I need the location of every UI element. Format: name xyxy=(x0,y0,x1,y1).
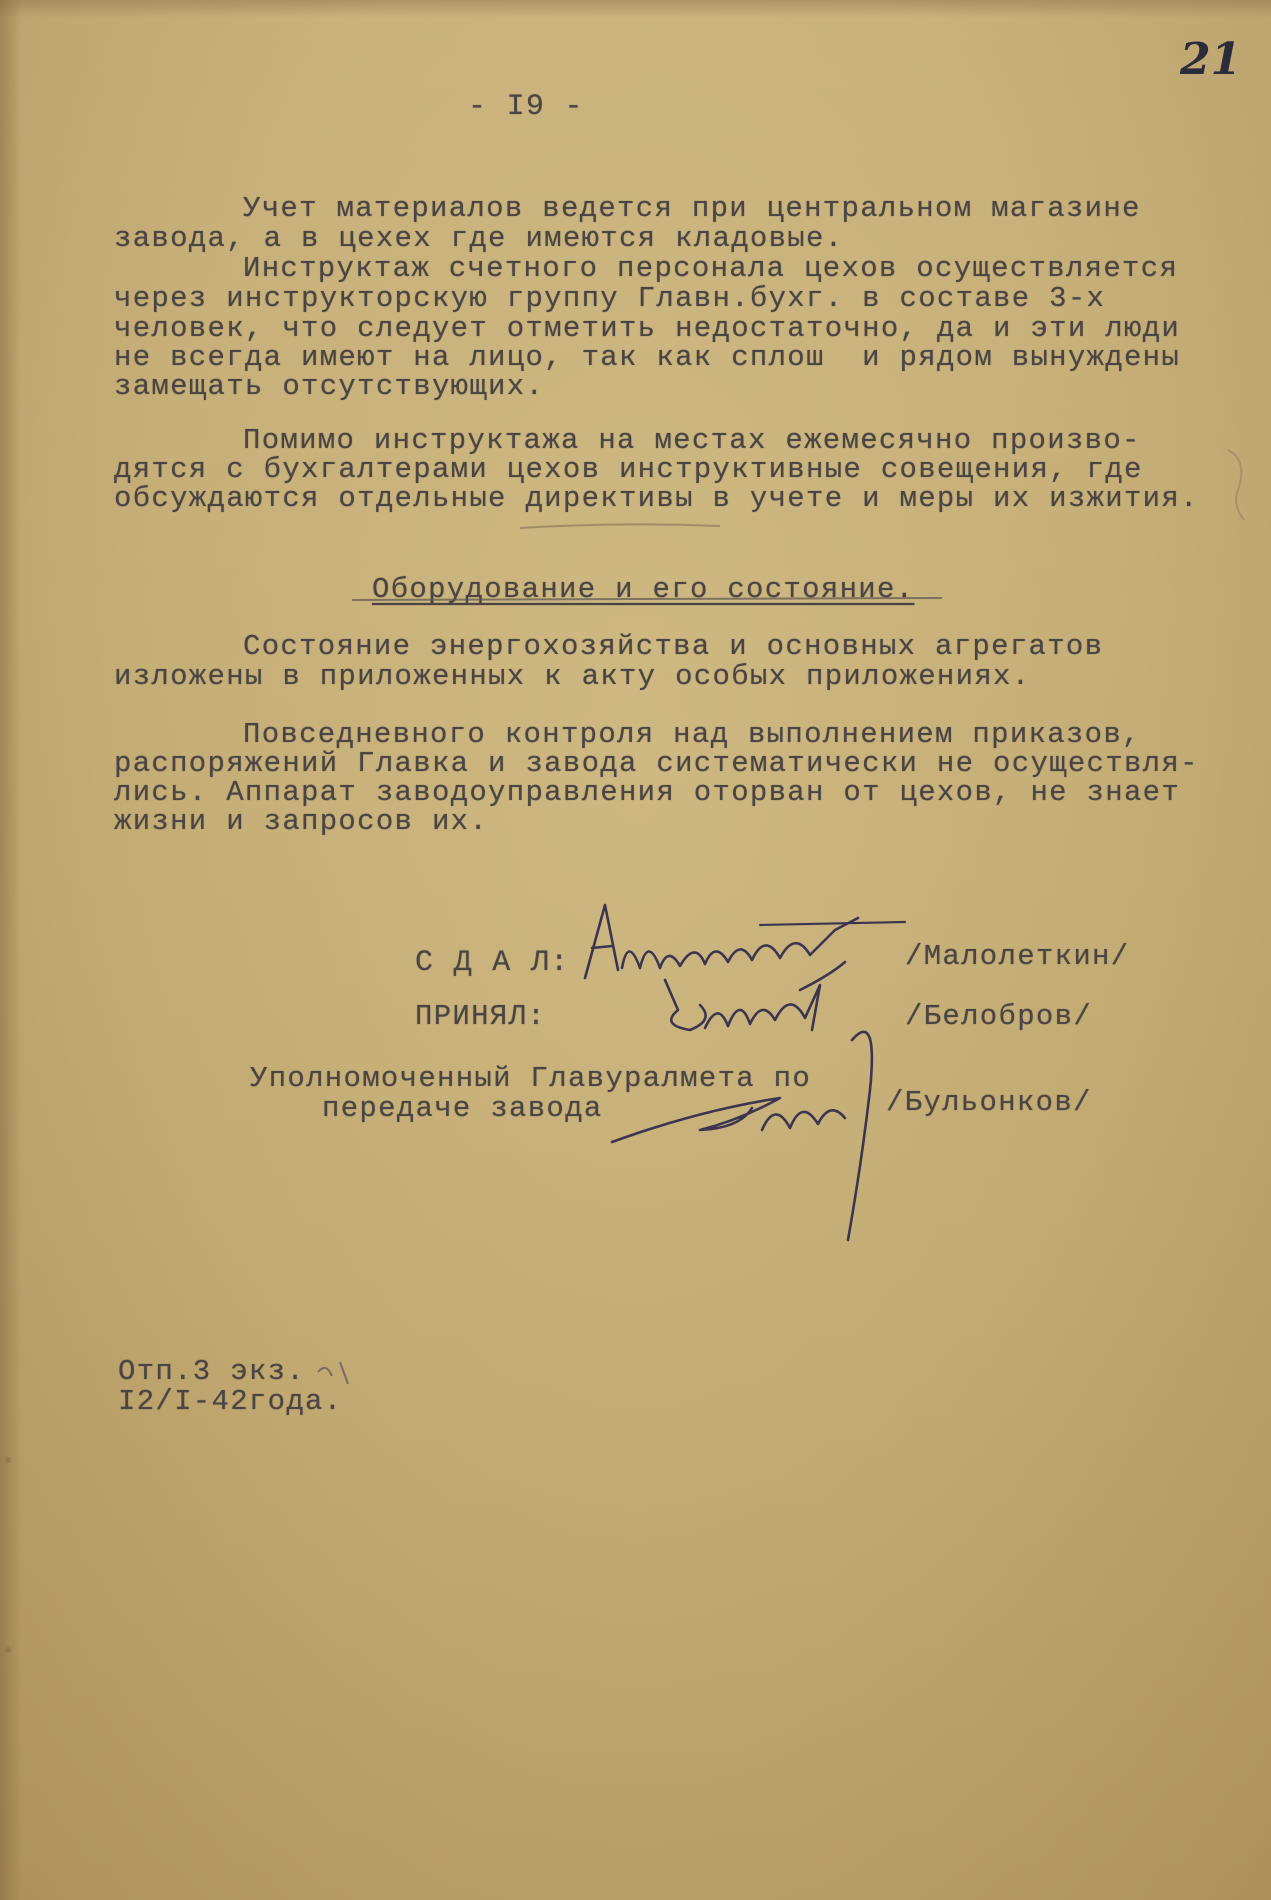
text-line: распоряжений Главка и завода систематически не осуществля- xyxy=(114,747,1199,780)
date-note: I2/I-42года. xyxy=(118,1385,343,1418)
text-line: не всегда имеют на лицо, так как сплош и рядом вынуждены xyxy=(114,341,1181,374)
signature-belobrov xyxy=(665,962,845,1030)
binding-hole xyxy=(5,1457,11,1463)
handed-name: /Малолеткин/ xyxy=(905,940,1130,973)
text-line: дятся с бухгалтерами цехов инструктивные совещения, где xyxy=(114,453,1143,486)
archive-page-number: 21 xyxy=(1180,34,1242,85)
section-heading: Оборудование и его состояние. xyxy=(372,573,915,606)
text-line: изложены в приложенных к акту особых приложениях. xyxy=(114,660,1031,693)
text-line: завода, а в цехех где имеются кладовые. xyxy=(114,222,844,255)
text-line: лись. Аппарат заводоуправления оторван от цехов, не знает xyxy=(114,776,1181,809)
text-line: жизни и запросов их. xyxy=(114,805,489,838)
heading-underline xyxy=(352,598,942,600)
signature-bulonkov xyxy=(612,1032,872,1240)
received-label: ПРИНЯЛ: xyxy=(415,1000,546,1033)
faint-pencil-mark xyxy=(520,524,720,528)
text-line: через инструкторскую группу Главн.бухг. в составе 3-х xyxy=(114,282,1106,315)
copies-handwritten-mark xyxy=(318,1362,348,1384)
text-line: Повседневного контроля над выполнением приказов, xyxy=(243,718,1141,751)
copies-note: Отп.3 экз. xyxy=(118,1355,306,1388)
signature-malolyetkin xyxy=(585,905,858,978)
authorized-name: /Бульонков/ xyxy=(886,1086,1092,1119)
text-line: Состояние энергохозяйства и основных агрегатов xyxy=(243,630,1104,663)
authorized-label-line1: Уполномоченный Главуралмета по xyxy=(250,1062,812,1095)
text-line: замещать отсутствующих. xyxy=(114,370,545,403)
page-number: - I9 - xyxy=(468,90,584,124)
binding-hole xyxy=(5,1647,11,1653)
handed-label: С Д А Л: xyxy=(415,946,570,980)
received-name: /Белобров/ xyxy=(905,1000,1093,1033)
authorized-label-line2: передаче завода xyxy=(322,1092,603,1125)
text-line: обсуждаются отдельные директивы в учете и меры их изжития. xyxy=(114,482,1199,515)
signature-underline xyxy=(760,922,905,925)
text-line: Помимо инструктажа на местах ежемесячно произво- xyxy=(243,424,1141,457)
text-line: человек, что следует отметить недостаточно, да и эти люди xyxy=(114,312,1181,345)
margin-mark xyxy=(1228,450,1244,520)
text-line: Учет материалов ведется при центральном магазине xyxy=(243,192,1141,225)
text-line: Инструктаж счетного персонала цехов осуществляется xyxy=(243,252,1179,285)
